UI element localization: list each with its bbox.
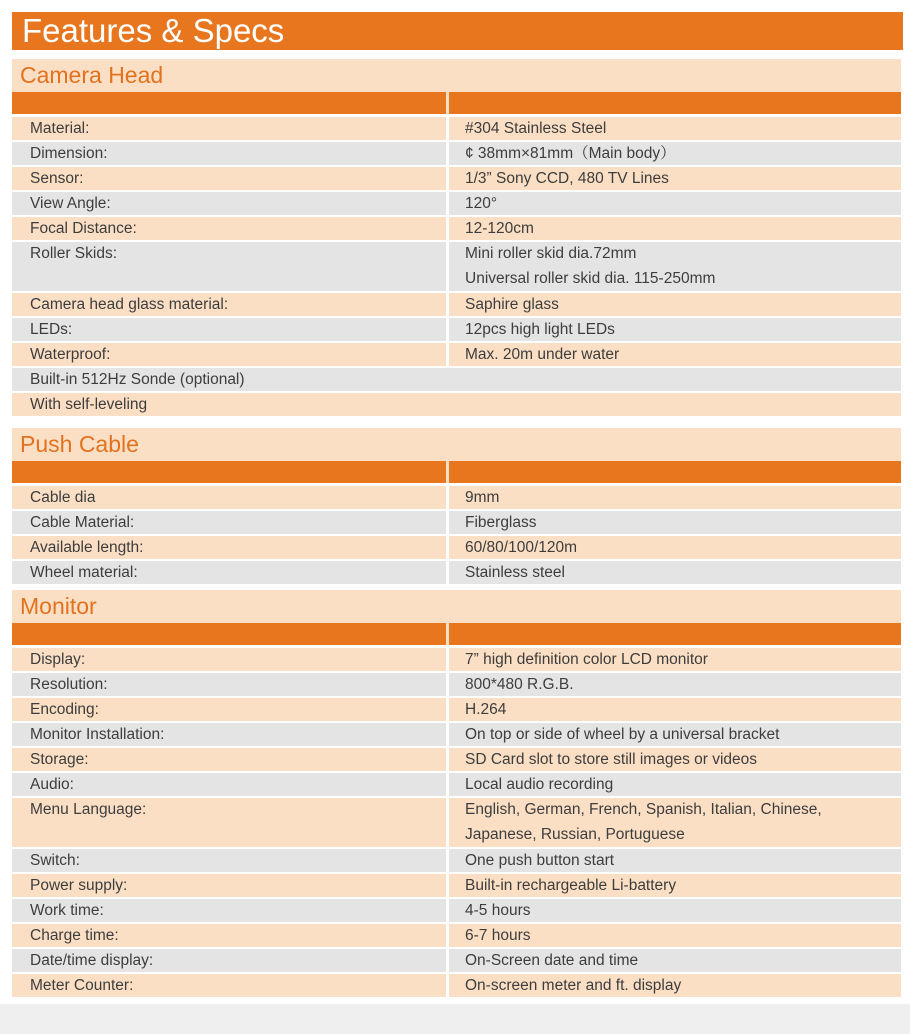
spec-value: On top or side of wheel by a universal bracket: [449, 723, 901, 746]
spec-row: [12, 343, 901, 366]
spec-label: Available length:: [12, 536, 446, 559]
spec-row: [12, 798, 901, 847]
spec-row: [12, 748, 901, 771]
spec-value: Max. 20m under water: [449, 343, 901, 366]
spec-row: [12, 393, 901, 416]
spec-label: Encoding:: [12, 698, 446, 721]
spec-row: [12, 511, 901, 534]
spec-row: [12, 874, 901, 897]
spec-label: Monitor Installation:: [12, 723, 446, 746]
spec-row: [12, 318, 901, 341]
spec-label: Work time:: [12, 899, 446, 922]
spec-value: Stainless steel: [449, 561, 901, 584]
spec-value: [449, 798, 901, 847]
section-title-camera-head: Camera Head: [12, 59, 901, 92]
spec-label: Charge time:: [12, 924, 446, 947]
spec-label: Wheel material:: [12, 561, 446, 584]
spec-row: [12, 192, 901, 215]
spec-value: Fiberglass: [449, 511, 901, 534]
page-title: Features & Specs: [12, 12, 903, 50]
section-title-monitor: Monitor: [12, 590, 901, 623]
spec-label: Sensor:: [12, 167, 446, 190]
footer-band: [0, 1004, 910, 1034]
spec-label: Date/time display:: [12, 949, 446, 972]
spec-value-line: English, German, French, Spanish, Italian, Chinese,: [465, 801, 822, 818]
spec-value: 6-7 hours: [449, 924, 901, 947]
spec-row: [12, 142, 901, 165]
spec-value: ¢ 38mm×81mm（Main body）: [449, 142, 901, 165]
spec-row: [12, 242, 901, 291]
spec-row: [12, 849, 901, 872]
push-cable-section: [12, 428, 901, 586]
spec-value: On-screen meter and ft. display: [449, 974, 901, 997]
spec-value-line: Japanese, Russian, Portuguese: [465, 825, 685, 843]
spec-label: Resolution:: [12, 673, 446, 696]
spec-row: [12, 293, 901, 316]
spec-row: [12, 368, 901, 391]
spec-label: Meter Counter:: [12, 974, 446, 997]
section-header-band: [12, 623, 901, 645]
monitor-section: [12, 590, 901, 999]
spec-label: Waterproof:: [12, 343, 446, 366]
spec-row: [12, 698, 901, 721]
spec-label: Storage:: [12, 748, 446, 771]
spec-value: #304 Stainless Steel: [449, 117, 901, 140]
spec-row: [12, 949, 901, 972]
spec-row: [12, 924, 901, 947]
spec-row: [12, 773, 901, 796]
spec-row: [12, 117, 901, 140]
section-title-push-cable: Push Cable: [12, 428, 901, 461]
spec-value: Saphire glass: [449, 293, 901, 316]
spec-row: [12, 899, 901, 922]
spec-value: 60/80/100/120m: [449, 536, 901, 559]
spec-value-line: Universal roller skid dia. 115-250mm: [465, 269, 716, 287]
spec-value: 9mm: [449, 486, 901, 509]
spec-label: Audio:: [12, 773, 446, 796]
spec-label: Display:: [12, 648, 446, 671]
spec-label: Cable Material:: [12, 511, 446, 534]
spec-value: 4-5 hours: [449, 899, 901, 922]
spec-value: Local audio recording: [449, 773, 901, 796]
spec-label: Dimension:: [12, 142, 446, 165]
spec-label: Roller Skids:: [12, 242, 446, 291]
spec-value: H.264: [449, 698, 901, 721]
spec-row: [12, 974, 901, 997]
spec-row: [12, 486, 901, 509]
spec-value: 120°: [449, 192, 901, 215]
spec-label: With self-leveling: [12, 393, 901, 416]
spec-value: Built-in rechargeable Li-battery: [449, 874, 901, 897]
spec-label: Switch:: [12, 849, 446, 872]
spec-row: [12, 673, 901, 696]
spec-value: 800*480 R.G.B.: [449, 673, 901, 696]
camera-head-section: [12, 59, 901, 418]
spec-value: [449, 242, 901, 291]
spec-row: [12, 561, 901, 584]
spec-row: [12, 167, 901, 190]
spec-value-line: Mini roller skid dia.72mm: [465, 245, 637, 262]
spec-row: [12, 217, 901, 240]
spec-label: Power supply:: [12, 874, 446, 897]
spec-label: Focal Distance:: [12, 217, 446, 240]
spec-value: On-Screen date and time: [449, 949, 901, 972]
spec-value: SD Card slot to store still images or videos: [449, 748, 901, 771]
spec-row: [12, 648, 901, 671]
section-header-band: [12, 461, 901, 483]
spec-label: Menu Language:: [12, 798, 446, 847]
spec-value: 12-120cm: [449, 217, 901, 240]
spec-value: 7” high definition color LCD monitor: [449, 648, 901, 671]
spec-value: 12pcs high light LEDs: [449, 318, 901, 341]
spec-label: Material:: [12, 117, 446, 140]
spec-label: View Angle:: [12, 192, 446, 215]
spec-row: [12, 536, 901, 559]
spec-label: Cable dia: [12, 486, 446, 509]
spec-label: LEDs:: [12, 318, 446, 341]
spec-value: One push button start: [449, 849, 901, 872]
spec-row: [12, 723, 901, 746]
section-header-band: [12, 92, 901, 114]
spec-label: Camera head glass material:: [12, 293, 446, 316]
spec-label: Built-in 512Hz Sonde (optional): [12, 368, 901, 391]
spec-value: 1/3” Sony CCD, 480 TV Lines: [449, 167, 901, 190]
